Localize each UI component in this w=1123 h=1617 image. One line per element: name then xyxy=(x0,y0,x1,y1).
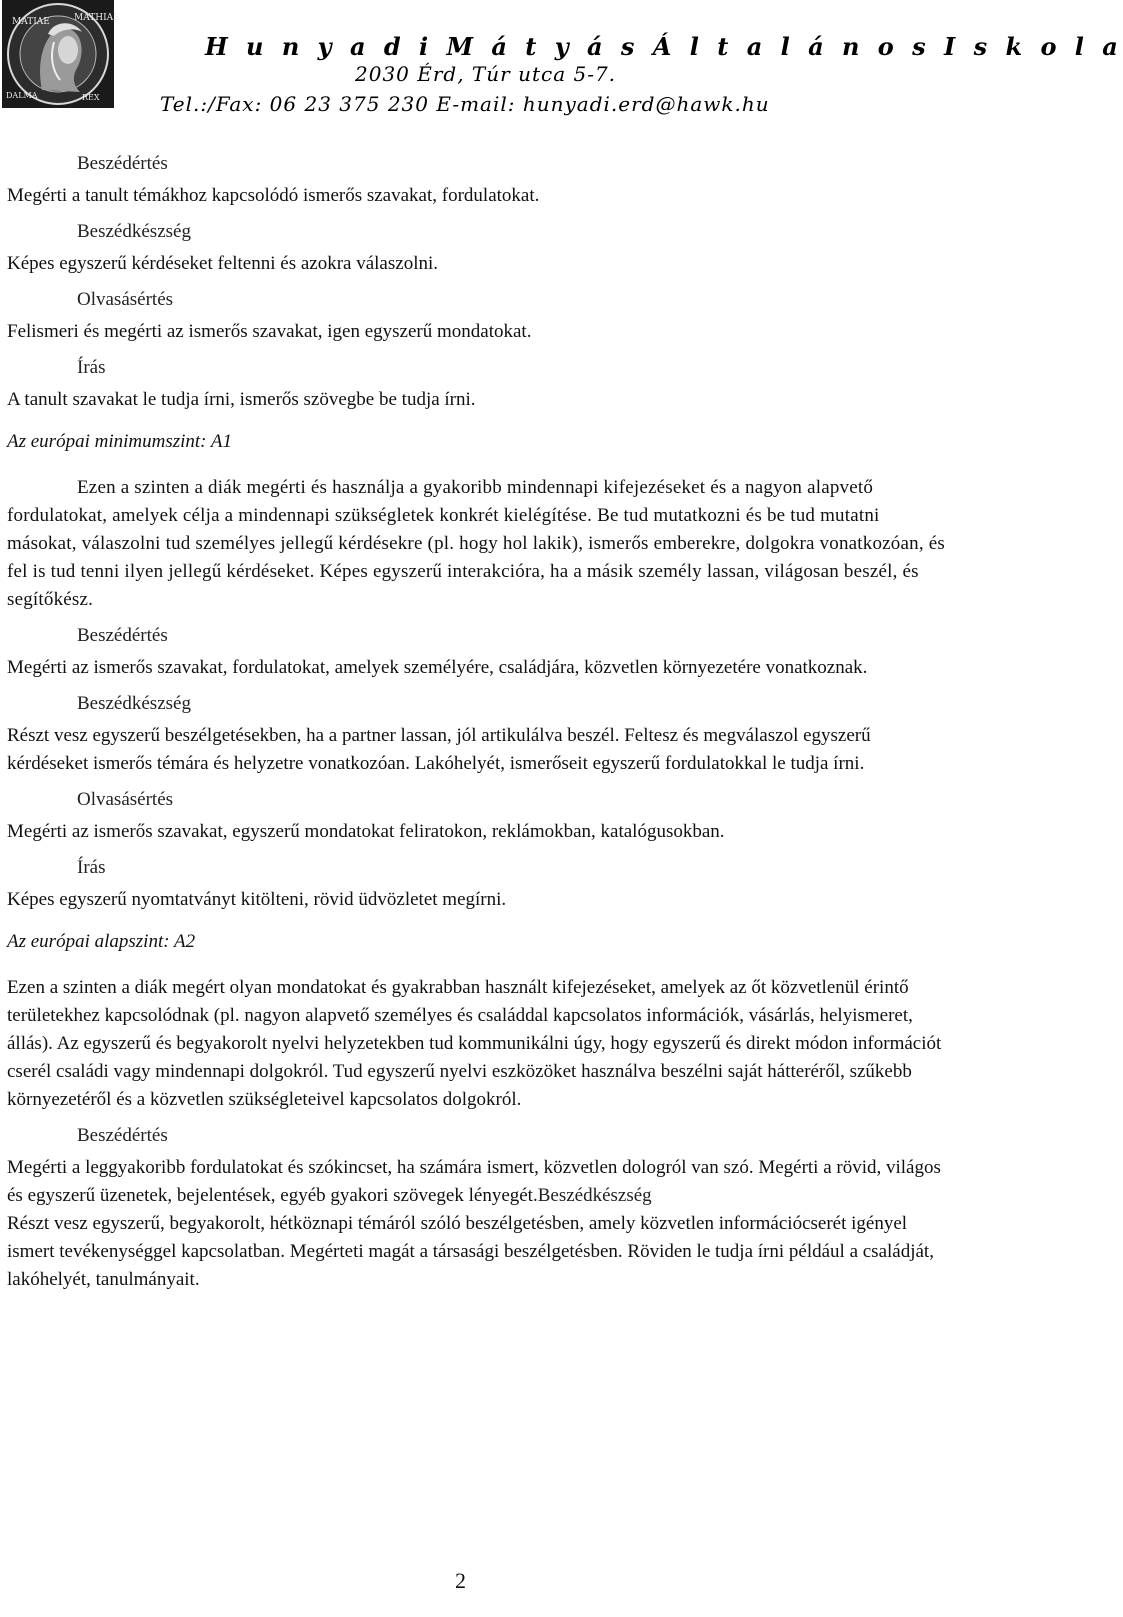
skill-text: Megérti a tanult témákhoz kapcsolódó ismerős szavakat, fordulatokat. xyxy=(7,185,540,206)
skill-label: Beszédértés xyxy=(77,1125,168,1146)
skill-label: Beszédértés xyxy=(77,153,168,174)
skill-text: Részt vesz egyszerű beszélgetésekben, ha a partner lassan, jól artikulálva beszél. Feltesz és megválaszol egyszerű kérdéseket ismerős témára és helyzetre vonatkozóan. Lakóhelyét, ismerőseit egyszerű fordulatokkal le tudja írni. xyxy=(7,725,871,774)
section-a1 xyxy=(0,428,950,914)
skill-label: Olvasásértés xyxy=(77,289,174,310)
king-matthias-portrait-seal-icon xyxy=(2,0,120,108)
school-name: H u n y a d i M á t y á s Á l t a l á n o s I s k o l a xyxy=(205,32,1123,61)
section-intro: Ezen a szinten a diák megérti és használja a gyakoribb mindennapi kifejezéseket és a nagyon alapvető fordulatokat, amelyek célja a mindennapi szükségletek konkrét kielégítése. Be tud mutatkozni és be tud mutatni másokat, válaszolni tud személyes jellegű kérdésekre (pl. hogy hol lakik), ismerős emberekre, dolgokra vonatkozóan, és fel is tud tenni ilyen jellegű kérdéseket. Képes egyszerű interakcióra, ha a másik személy lassan, világosan beszél, és segítőkész. xyxy=(7,477,945,610)
school-contact: Tel.:/Fax: 06 23 375 230 E-mail: hunyadi.erd@hawk.hu xyxy=(160,92,770,116)
svg-text:DALMA: DALMA xyxy=(6,91,38,100)
skill-text: Megérti az ismerős szavakat, egyszerű mondatokat feliratokon, reklámokban, katalógusokban. xyxy=(7,821,725,842)
skill-label-inline: Beszédkészség xyxy=(537,1185,652,1206)
skill-label: Írás xyxy=(77,857,106,878)
page-number: 2 xyxy=(455,1568,466,1593)
skill-text: Képes egyszerű kérdéseket feltenni és azokra válaszolni. xyxy=(7,253,438,274)
skill-text: Megérti az ismerős szavakat, fordulatokat, amelyek személyére, családjára, közvetlen környezetére vonatkoznak. xyxy=(7,657,868,678)
skill-label: Beszédkészség xyxy=(77,693,191,714)
skill-text: Felismeri és megérti az ismerős szavakat, igen egyszerű mondatokat. xyxy=(7,321,532,342)
skills-list-intro-level xyxy=(0,150,950,414)
letterhead xyxy=(0,0,1123,120)
skill-text: Részt vesz egyszerű, begyakorolt, hétköznapi témáról szóló beszélgetésben, amely közvetlen információcserét igényel ismert tevékenységgel kapcsolatban. Megérteti magát a társasági beszélgetésben. Röviden le tudja írni például a családját, lakóhelyét, tanulmányait. xyxy=(7,1213,934,1290)
skill-label: Olvasásértés xyxy=(77,789,174,810)
section-a2 xyxy=(0,928,950,1294)
skill-label: Beszédértés xyxy=(77,625,168,646)
school-address: 2030 Érd, Túr utca 5-7. xyxy=(355,62,617,86)
svg-text:MATHIAS: MATHIAS xyxy=(74,13,120,23)
svg-text:MATIAE: MATIAE xyxy=(12,17,50,27)
skill-text: A tanult szavakat le tudja írni, ismerős szövegbe be tudja írni. xyxy=(7,389,476,410)
document-body xyxy=(0,150,950,1302)
skill-label: Beszédkészség xyxy=(77,221,191,242)
skill-text: Képes egyszerű nyomtatványt kitölteni, rövid üdvözletet megírni. xyxy=(7,889,507,910)
listening-text: Megérti a leggyakoribb fordulatokat és szókincset, ha számára ismert, közvetlen dologról van szó. Megérti a rövid, világos és egyszerű üzenetek, bejelentések, egyéb gyakori szövegek lényegét. xyxy=(7,1157,941,1206)
skill-label: Írás xyxy=(77,357,106,378)
skill-text xyxy=(7,1154,950,1210)
section-intro: Ezen a szinten a diák megért olyan mondatokat és gyakrabban használt kifejezéseket, amelyek az őt közvetlenül érintő területekhez kapcsolódnak (pl. nagyon alapvető személyes és családdal kapcsolatos információk, vásárlás, helyismeret, állás). Az egyszerű és begyakorolt nyelvi helyzetekben tud kommunikálni úgy, hogy egyszerű és direkt módon információt cserél családi vagy mindennapi dolgokról. Tud egyszerű nyelvi eszközöket használva beszélni saját hátteréről, szűkebb környezetéről és a közvetlen szükségleteivel kapcsolatos dolgokról. xyxy=(7,977,942,1110)
section-title: Az európai alapszint: A2 xyxy=(7,931,196,952)
section-title: Az európai minimumszint: A1 xyxy=(7,431,233,452)
svg-text:REX: REX xyxy=(82,93,100,102)
